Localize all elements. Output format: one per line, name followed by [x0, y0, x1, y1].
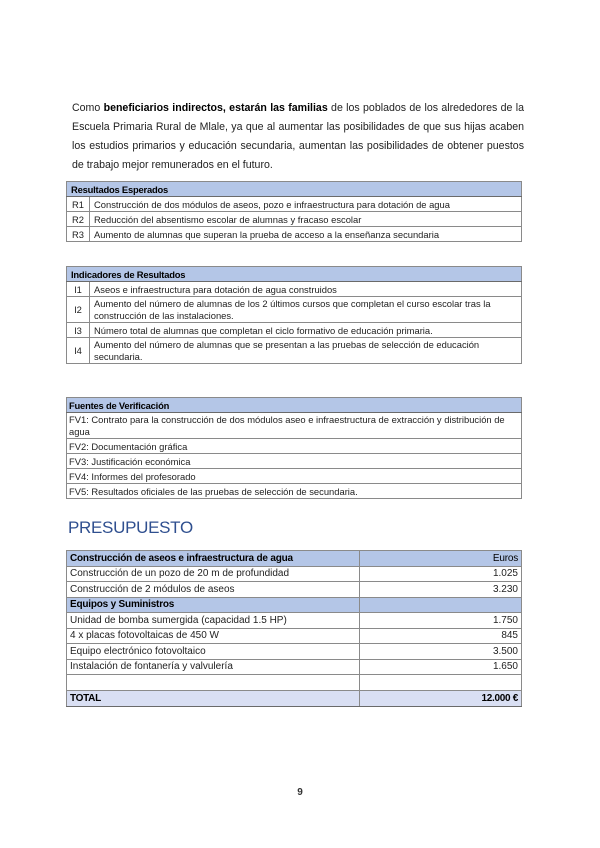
total-row [67, 691, 522, 707]
budget-item-label: Construcción de un pozo de 20 m de profundidad [67, 566, 360, 582]
indicator-text: Aumento del número de alumnas de los 2 últimos cursos que completan el curso escolar tras la construcción de las instalaciones. [90, 297, 522, 323]
budget-item-label: Unidad de bomba sumergida (capacidad 1.5 HP) [67, 613, 360, 629]
budget-item-amount: 1.025 [360, 566, 522, 582]
table-row [67, 566, 522, 582]
budget-item-label: 4 x placas fotovoltaicas de 450 W [67, 628, 360, 644]
table-row [67, 197, 522, 212]
indicator-text: Número total de alumnas que completan el ciclo formativo de educación primaria. [90, 323, 522, 338]
budget-item-label: Equipo electrónico fotovoltaico [67, 644, 360, 660]
currency-header: Euros [360, 551, 522, 567]
indicators-title: Indicadores de Resultados [67, 267, 522, 282]
blank-cell [360, 675, 522, 691]
table-row [67, 454, 522, 469]
table-row [67, 659, 522, 675]
budget-category-row [67, 597, 522, 613]
expected-results-table [66, 181, 522, 242]
beneficiaries-paragraph [72, 99, 524, 175]
result-text: Construcción de dos módulos de aseos, pozo e infraestructura para dotación de agua [90, 197, 522, 212]
indicator-code: I3 [67, 323, 90, 338]
table-row [67, 212, 522, 227]
paragraph-rest: de los poblados de los alrededores de la Escuela Primaria Rural de Mlale, ya que al aumentar las posibilidades de que sus hijas acaben los estudios primarios y educación secundaria, aumentan las posibilidades de obtener puestos de trabajo mejor remunerados en el futuro. [72, 101, 525, 171]
page-number: 9 [297, 787, 303, 798]
budget-item-amount: 845 [360, 628, 522, 644]
result-code: R3 [67, 227, 90, 242]
table-row [67, 323, 522, 338]
budget-category-name: Equipos y Suministros [67, 597, 360, 613]
table-row [67, 469, 522, 484]
budget-item-amount: 3.230 [360, 582, 522, 598]
result-text: Aumento de alumnas que superan la prueba de acceso a la enseñanza secundaria [90, 227, 522, 242]
table-row [67, 439, 522, 454]
budget-item-label: Instalación de fontanería y valvulería [67, 659, 360, 675]
source-text: FV3: Justificación económica [67, 454, 522, 469]
result-code: R1 [67, 197, 90, 212]
result-text: Reducción del absentismo escolar de alumnas y fracaso escolar [90, 212, 522, 227]
source-text: FV5: Resultados oficiales de las pruebas de selección de secundaria. [67, 484, 522, 499]
budget-item-amount: 1.650 [360, 659, 522, 675]
budget-category-name: Construcción de aseos e infraestructura de agua [67, 551, 360, 567]
indicators-table [66, 266, 522, 364]
paragraph-lead: Como [72, 101, 104, 114]
table-row [67, 227, 522, 242]
source-text: FV4: Informes del profesorado [67, 469, 522, 484]
expected-results-title: Resultados Esperados [67, 182, 522, 197]
table-row [67, 282, 522, 297]
blank-cell [67, 675, 360, 691]
indicator-text: Aumento del número de alumnas que se presentan a las pruebas de selección de educación secundaria. [90, 338, 522, 364]
blank-row [67, 675, 522, 691]
budget-section-title: PRESUPUESTO [68, 518, 193, 537]
total-amount: 12.000 € [360, 691, 522, 707]
table-row [67, 644, 522, 660]
total-label: TOTAL [67, 691, 360, 707]
table-row [67, 628, 522, 644]
source-text: FV2: Documentación gráfica [67, 439, 522, 454]
table-row [67, 582, 522, 598]
indicator-code: I4 [67, 338, 90, 364]
budget-item-amount: 3.500 [360, 644, 522, 660]
indicator-code: I2 [67, 297, 90, 323]
budget-item-label: Construcción de 2 módulos de aseos [67, 582, 360, 598]
source-text: FV1: Contrato para la construcción de dos módulos aseo e infraestructura de extracción y distribución de agua [67, 413, 522, 439]
table-row [67, 297, 522, 323]
verification-sources-title: Fuentes de Verificación [67, 398, 522, 413]
paragraph-bold: beneficiarios indirectos, estarán las familias [103, 101, 328, 114]
budget-table [66, 550, 522, 707]
table-row [67, 413, 522, 439]
indicator-text: Aseos e infraestructura para dotación de agua construidos [90, 282, 522, 297]
verification-sources-table [66, 397, 522, 499]
table-row [67, 338, 522, 364]
table-row [67, 613, 522, 629]
budget-category-amount-empty [360, 597, 522, 613]
indicator-code: I1 [67, 282, 90, 297]
budget-category-row [67, 551, 522, 567]
table-row [67, 484, 522, 499]
result-code: R2 [67, 212, 90, 227]
budget-item-amount: 1.750 [360, 613, 522, 629]
